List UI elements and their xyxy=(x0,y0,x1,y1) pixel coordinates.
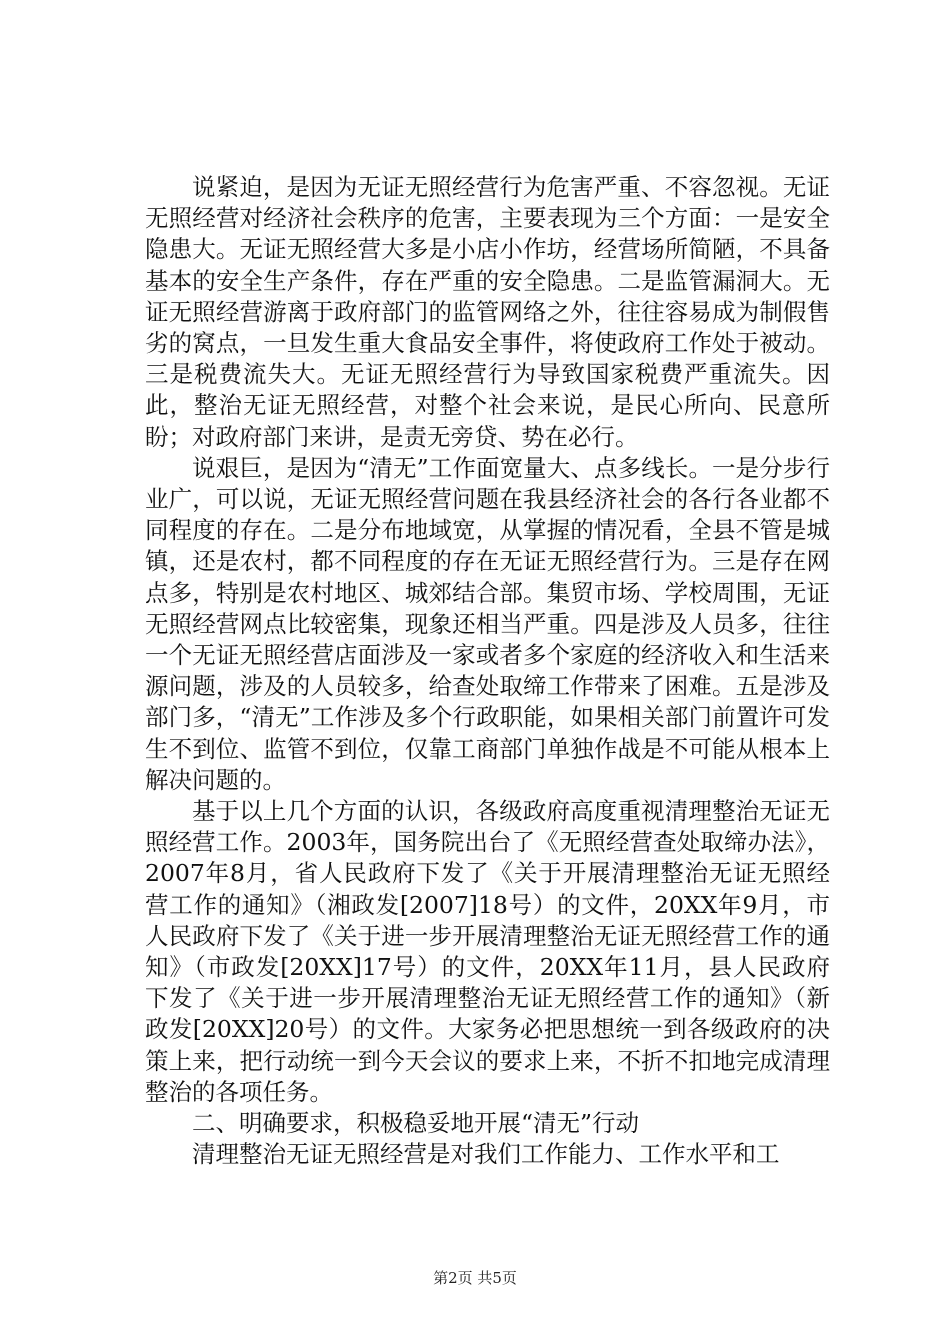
paragraph-requirements-start: 清理整治无证无照经营是对我们工作能力、工作水平和工 xyxy=(192,1140,780,1169)
paragraph-difficulty: 说艰巨，是因为“清无”工作面宽量大、点多线长。一是分步行业广，可以说，无证无照经营问题在我县经济社会的各行各业都不同程度的存在。二是分布地域宽，从掌握的情况看，全县不管是城镇，还是农村，都不同程度的存在无证无照经营行为。三是存在网点多，特别是农村地区、城郊结合部。集贸市场、学校周围，无证无照经营网点比较密集，现象还相当严重。四是涉及人员多，往往一个无证无照经营店面涉及一家或者多个家庭的经济收入和生活来源问题，涉及的人员较多，给查处取缔工作带来了困难。五是涉及部门多，“清无”工作涉及多个行政职能，如果相关部门前置许可发生不到位、监管不到位，仅靠工商部门单独作战是不可能从根本上解决问题的。 xyxy=(145,453,830,794)
page-number-label: 第2页 共5页 xyxy=(433,1269,517,1287)
document-body xyxy=(145,172,830,1171)
paragraph-urgency: 说紧迫，是因为无证无照经营行为危害严重、不容忽视。无证无照经营对经济社会秩序的危害，主要表现为三个方面：一是安全隐患大。无证无照经营大多是小店小作坊，经营场所简陋，不具备基本的安全生产条件，存在严重的安全隐患。二是监管漏洞大。无证无照经营游离于政府部门的监管网络之外，往往容易成为制假售劣的窝点，一旦发生重大食品安全事件，将使政府工作处于被动。三是税费流失大。无证无照经营行为导致国家税费严重流失。因此，整治无证无照经营，对整个社会来说，是民心所向、民意所盼；对政府部门来讲，是责无旁贷、势在必行。 xyxy=(145,173,830,451)
paragraph-policy-background: 基于以上几个方面的认识，各级政府高度重视清理整治无证无照经营工作。2003年，国务院出台了《无照经营查处取缔办法》，2007年8月，省人民政府下发了《关于开展清理整治无证无照经营工作的通知》（湘政发[2007]18号）的文件，20XX年9月，市人民政府下发了《关于进一步开展清理整治无证无照经营工作的通知》（市政发[20XX]17号）的文件，20XX年11月，县人民政府下发了《关于进一步开展清理整治无证无照经营工作的通知》（新政发[20XX]20号）的文件。大家务必把思想统一到各级政府的决策上来，把行动统一到今天会议的要求上来，不折不扣地完成清理整治的各项任务。 xyxy=(145,797,830,1106)
page-footer xyxy=(0,1268,950,1288)
section-heading-requirements: 二、明确要求，积极稳妥地开展“清无”行动 xyxy=(192,1109,640,1138)
